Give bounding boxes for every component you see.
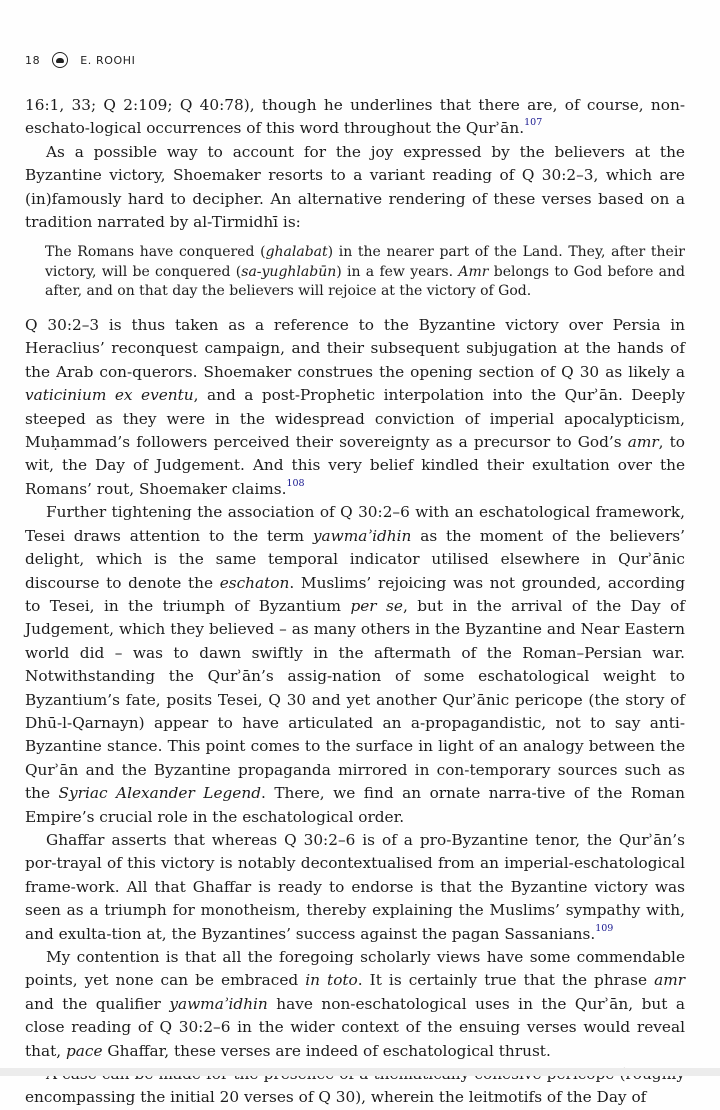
body-text — [25, 94, 685, 1110]
paragraph-5: Ghaffar asserts that whereas Q 30:2–6 is of a pro-Byzantine tenor, the Qurʾān’s por-trayal of this victory is notably decontextualised from an imperial-eschatological frame-work. All that Ghaffar is ready to endorse is that the Byzantine victory was seen as a triumph for monotheism, thereby explaining the Muslims’ sympathy with, and exulta-tion at, the Byzantines’ success against the pagan Sassanians.$^{109}$ — [25, 830, 685, 943]
footnote-108[interactable]: 108 — [286, 477, 305, 489]
footnote-107[interactable]: 107 — [524, 117, 543, 129]
running-header — [25, 50, 135, 70]
paragraph-1: 16:1, 33; Q 2:109; Q 40:78), though he underlines that there are, of course, non-eschato-logical occurrences of this word throughout the Qurʾān.$^{107}$ — [25, 96, 685, 138]
paragraph-6: My contention is that all the foregoing scholarly views have some commendable points, yet none can be embraced in toto. It is certainly true that the phrase amr and the qualifier yawmaʾidhin have non-eschatological uses in the Qurʾān, but a close reading of Q 30:2–6 in the wider context of the ensuing verses would reveal that, pace Ghaffar, these verses are indeed of eschatological thrust. — [25, 948, 686, 1060]
block-quote: The Romans have conquered (ghalabat) in the nearer part of the Land. They, after their victory, will be conquered (sa-yughlabūn) in a few years. Amr belongs to God before and after, and on that day the believers will rejoice at the victory of God. — [45, 244, 686, 299]
paragraph-3: Q 30:2–3 is thus taken as a reference to the Byzantine victory over Persia in Heraclius’ reconquest campaign, and their subsequent subjugation at the hands of the Arab con-querors. Shoemaker construes the opening section of Q 30 as likely a vaticinium ex eventu, and a post-Prophetic interpolation into the Qurʾān. Deeply steeped as they were in the widespread conviction of imperial apocalypticism, Muḥammad’s followers perceived their sovereignty as a precursor to God’s amr, to wit, the Day of Judgement. And this very belief kindled their exultation over the Romans’ rout, Shoemaker claims.$^{108}$ — [25, 316, 685, 498]
publisher-logo-icon — [52, 52, 68, 68]
bottom-bar — [0, 1068, 720, 1076]
page-number: 18 — [25, 53, 41, 67]
paragraph-7: encompassing the initial 20 verses of Q 30), wherein the leitmotifs of the Day of — [25, 1088, 647, 1107]
footnote-109[interactable]: 109 — [595, 922, 614, 934]
paragraph-2: As a possible way to account for the joy expressed by the believers at the Byzantine victory, Shoemaker resorts to a variant reading of Q 30:2–3, which are (in)famously hard to decipher. An alternative rendering of these verses based on a tradition narrated by al-Tirmidhī is: — [25, 142, 685, 232]
paragraph-4: Further tightening the association of Q 30:2–6 with an eschatological framework, Tesei draws attention to the term yawmaʾidhin as the moment of the believers’ delight, which is the same temporal indicator utilised elsewhere in Qurʾānic discourse to denote the eschaton. Muslims’ rejoicing was not grounded, according to Tesei, in the triumph of Byzantium per se, but in the arrival of the Day of Judgement, which they believed – as many others in the Byzantine and Near Eastern world did – was to dawn swiftly in the aftermath of the Roman–Persian war. Notwithstanding the Qurʾān’s assig-nation of some eschatological weight to Byzantium’s fate, posits Tesei, Q 30 and yet another Qurʾānic pericope (the story of Dhū-l-Qarnayn) appear to have articulated an a-propagandistic, not to say anti-Byzantine stance. This point comes to the surface in light of an analogy between the Qurʾān and the Byzantine propaganda mirrored in con-temporary sources such as the Syriac Alexander Legend. There, we find an ornate narra-tive of the Roman Empire’s crucial role in the eschatological order. — [25, 503, 685, 826]
author-name: E. ROOHI — [80, 53, 136, 67]
